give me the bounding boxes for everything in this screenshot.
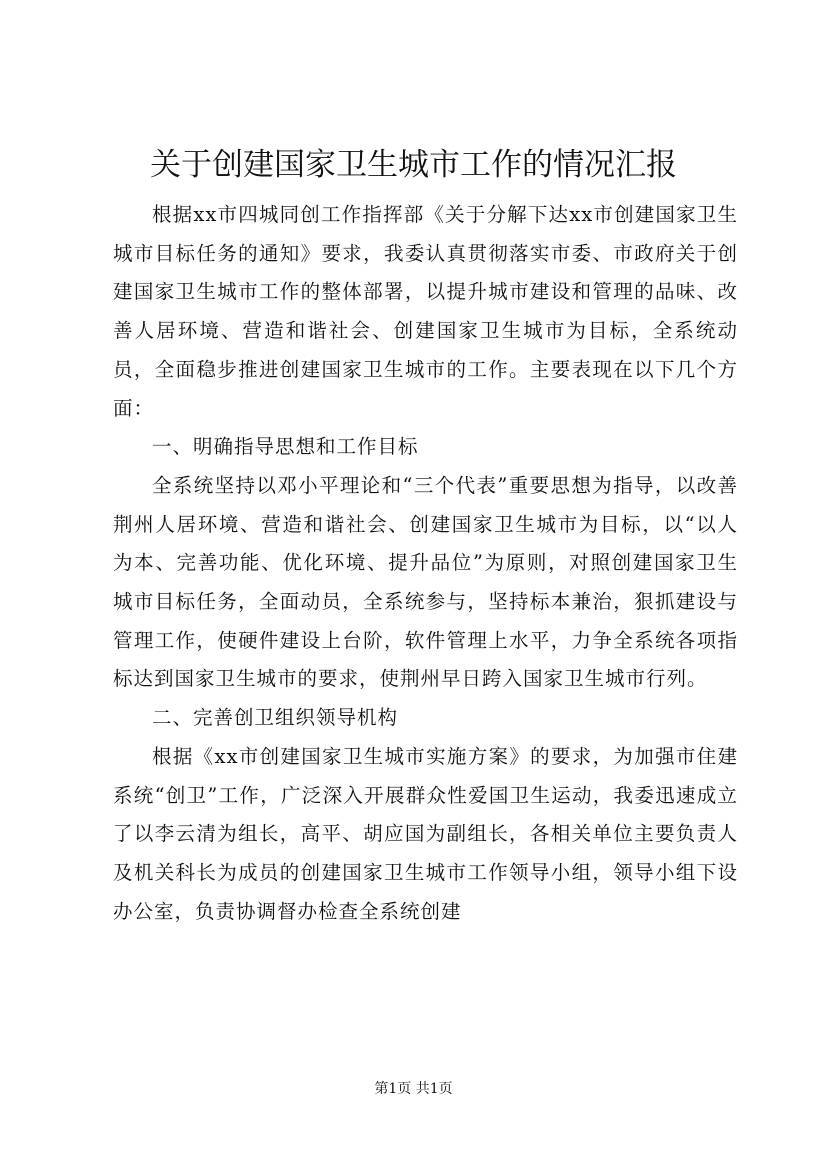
document-title: 关于创建国家卫生城市工作的情况汇报 bbox=[150, 147, 677, 183]
section-heading-1: 一、明确指导思想和工作目标 bbox=[152, 435, 419, 459]
page-number-footer: 第1页 共1页 bbox=[374, 1081, 453, 1097]
section-1-paragraph: 全系统坚持以邓小平理论和“三个代表”重要思想为指导，以改善荆州人居环境、营造和谐社会、创建国家卫生城市为目标，以“以人为本、完善功能、优化环境、提升品位”为原则，对照创建国家卫生城市目标任务，全面动员，全系统参与，坚持标本兼治，狠抓建设与管理工作，使硬件建设上台阶，软件管理上水平，力争全系统各项指标达到国家卫生城市的要求，使荆州早日跨入国家卫生城市行列。 bbox=[113, 473, 738, 691]
section-2-paragraph: 根据《xx市创建国家卫生城市实施方案》的要求，为加强市住建系统“创卫”工作，广泛深入开展群众性爱国卫生运动，我委迅速成立了以李云清为组长，高平、胡应国为副组长，各相关单位主要负责人及机关科长为成员的创建国家卫生城市工作领导小组，领导小组下设办公室，负责协调督办检查全系统创建 bbox=[113, 744, 738, 923]
section-heading-2: 二、完善创卫组织领导机构 bbox=[152, 706, 399, 730]
intro-paragraph: 根据xx市四城同创工作指挥部《关于分解下达xx市创建国家卫生城市目标任务的通知》要求，我委认真贯彻落实市委、市政府关于创建国家卫生城市工作的整体部署，以提升城市建设和管理的品味、改善人居环境、营造和谐社会、创建国家卫生城市为目标，全系统动员，全面稳步推进创建国家卫生城市的工作。主要表现在以下几个方面： bbox=[113, 203, 738, 420]
document-body bbox=[113, 196, 738, 931]
